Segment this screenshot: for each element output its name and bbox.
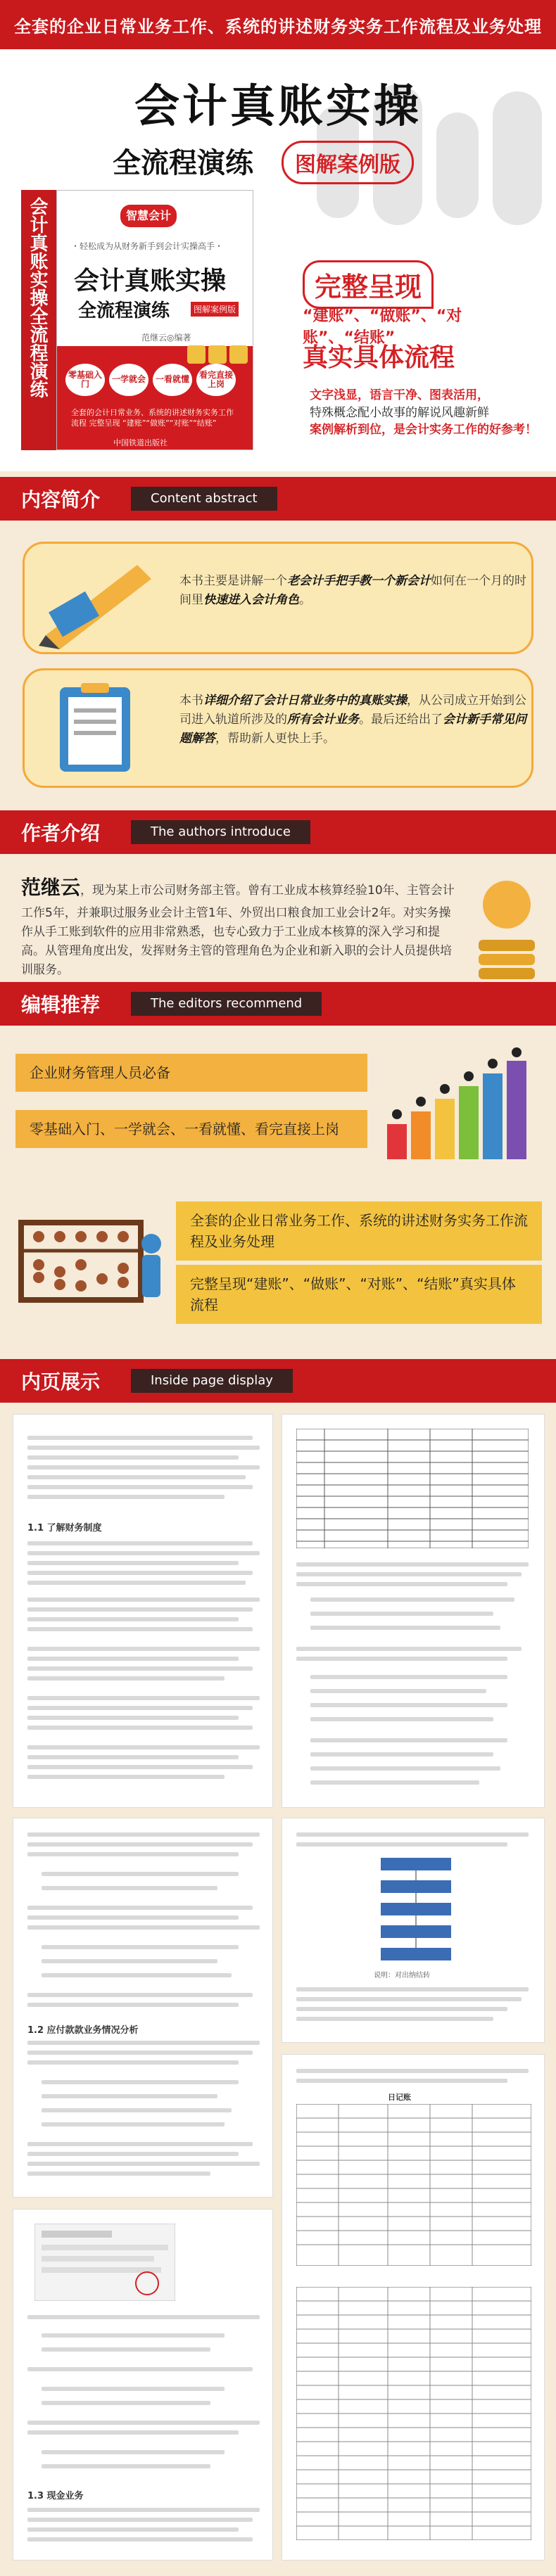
book-cover [56, 190, 253, 450]
hero-desc-tail: 案例解析到位，是会计实务工作的好参考！ [310, 423, 537, 438]
hero-badge: 图解案例版 [282, 141, 414, 184]
inside-page-4 [282, 1818, 545, 2043]
voucher-photo-image [34, 2224, 175, 2301]
hero-desc-red: 文字浅显，语言干净、图表活用， [310, 388, 489, 402]
clipboard-illustration-icon [32, 680, 158, 779]
book-bubble: 看完直接上岗 [196, 364, 236, 396]
inside-page-1 [13, 1414, 273, 1808]
abstract-paragraph-1: 本书主要是讲解一个老会计手把手教一个新会计如何在一个月的时间里快速进入会计角色。 [179, 574, 526, 608]
feature-box [303, 260, 514, 380]
book-subtitle: 全流程演练 [78, 300, 170, 321]
inside-page-6 [282, 2054, 545, 2561]
editor-point-1: 企业财务管理人员必备 [15, 1054, 367, 1092]
flowchart-image [331, 1858, 500, 1963]
section-subtitle: Inside page display [131, 1369, 293, 1393]
author-description: ，现为某上市公司财务部主管。曾有工业成本核算经验10年、主管会计工作5年，并兼职过服务业会计主管1年、外贸出口粮食加工业会计2年。对实务操作从手工账到软件的应用非常熟悉，也专心致力于工业成本核算的深入学习和提高。从管理角度出发，发挥财务主管的管理角色为企业和新入职的会计人员提供培训服务。 [21, 884, 455, 978]
book-title: 会计真账实操 [74, 267, 227, 295]
abstract-card-1 [23, 542, 533, 654]
top-banner: 全套的企业日常业务工作、系统的讲述财务实务工作流程及业务处理 [0, 0, 556, 49]
hero-subtitle: 全流程演练 [113, 147, 253, 179]
section-header-editors [0, 982, 556, 1026]
inside-page-3 [13, 1818, 273, 2198]
book-tagline: ・轻松成为从财务新手到会计实操高手・ [71, 241, 224, 251]
section-subtitle: Content abstract [131, 487, 277, 511]
book-logo: 智慧会计 [120, 205, 177, 227]
book-publisher: 中国铁道出版社 [113, 438, 168, 447]
people-bar-chart-illustration-icon [380, 1047, 542, 1166]
hero-desc-mid: 特殊概念配小故事的解说风趣新鲜 [310, 405, 489, 420]
section-title: 编辑推荐 [21, 993, 101, 1016]
hero-section [0, 49, 556, 471]
book-bubbles [65, 364, 236, 396]
ledger-table-image [296, 1429, 529, 1548]
book-icons [187, 345, 248, 364]
feature-tail: 真实具体流程 [303, 343, 455, 372]
abstract-card-2 [23, 668, 533, 788]
book-author: 范继云◎编著 [141, 333, 191, 343]
abstract-paragraph-2: 本书详细介绍了会计日常业务中的真账实操，从公司成立开始到公司进入轨道所涉及的所有会计业务。最后还给出了会计新手常见问题解答，帮助新人更快上手。 [179, 694, 526, 746]
inside-heading: 1.3 现金业务 [27, 2491, 84, 2501]
editor-point-2: 零基础入门、一学就会、一看就懂、看完直接上岗 [15, 1110, 367, 1148]
inside-heading: 1.2 应付款款业务情况分析 [27, 2025, 139, 2036]
section-header-abstract [0, 477, 556, 521]
coins-illustration-icon [465, 869, 549, 996]
feature-head: 完整呈现 [303, 260, 434, 309]
book-bubble: 一学就会 [109, 364, 149, 396]
book-bubble: 一看就懂 [153, 364, 192, 396]
book-bottom-text: 全套的会计日常业务、系统的讲述财务实务工作流程 完整呈现 “建账”“做账”“对账”“结账” [71, 408, 234, 428]
abacus-illustration-icon [14, 1201, 169, 1321]
inside-page-5 [13, 2209, 273, 2561]
book-spine: 会计真账实操全流程演练 [21, 190, 56, 450]
section-header-authors [0, 810, 556, 854]
inside-heading: 1.1 了解财务制度 [27, 1523, 102, 1534]
ledger-table-image [296, 2104, 531, 2266]
section-subtitle: The authors introduce [131, 820, 310, 844]
table-title: 日记账 [388, 2093, 411, 2102]
section-title: 内容简介 [21, 488, 101, 511]
ledger-table-image [296, 2287, 531, 2540]
editor-section [0, 1026, 556, 1349]
pencil-illustration-icon [32, 551, 158, 649]
book-image [21, 190, 317, 471]
hero-description [310, 387, 542, 439]
inside-page-2 [282, 1414, 545, 1808]
author-bio [21, 872, 457, 981]
author-name: 范继云 [21, 876, 81, 899]
editor-point-3: 全套的企业日常业务工作、系统的讲述财务实务工作流程及业务处理 [176, 1201, 542, 1261]
figure-caption: 说明：对出纳结转 [374, 1972, 430, 1979]
book-bubble: 零基础入门 [65, 364, 105, 396]
inside-pages [0, 1351, 556, 2576]
section-title: 内页展示 [21, 1370, 101, 1394]
section-subtitle: The editors recommend [131, 992, 322, 1016]
editor-point-4: 完整呈现“建账”、“做账”、“对账”、“结账”真实具体流程 [176, 1265, 542, 1324]
section-title: 作者介绍 [21, 822, 101, 845]
abstract-section [0, 521, 556, 809]
hero-title: 会计真账实操 [134, 81, 422, 133]
feature-mid: “建账”、“做账”、“对账”、“结账” [303, 307, 462, 347]
book-badge: 图解案例版 [191, 302, 239, 317]
